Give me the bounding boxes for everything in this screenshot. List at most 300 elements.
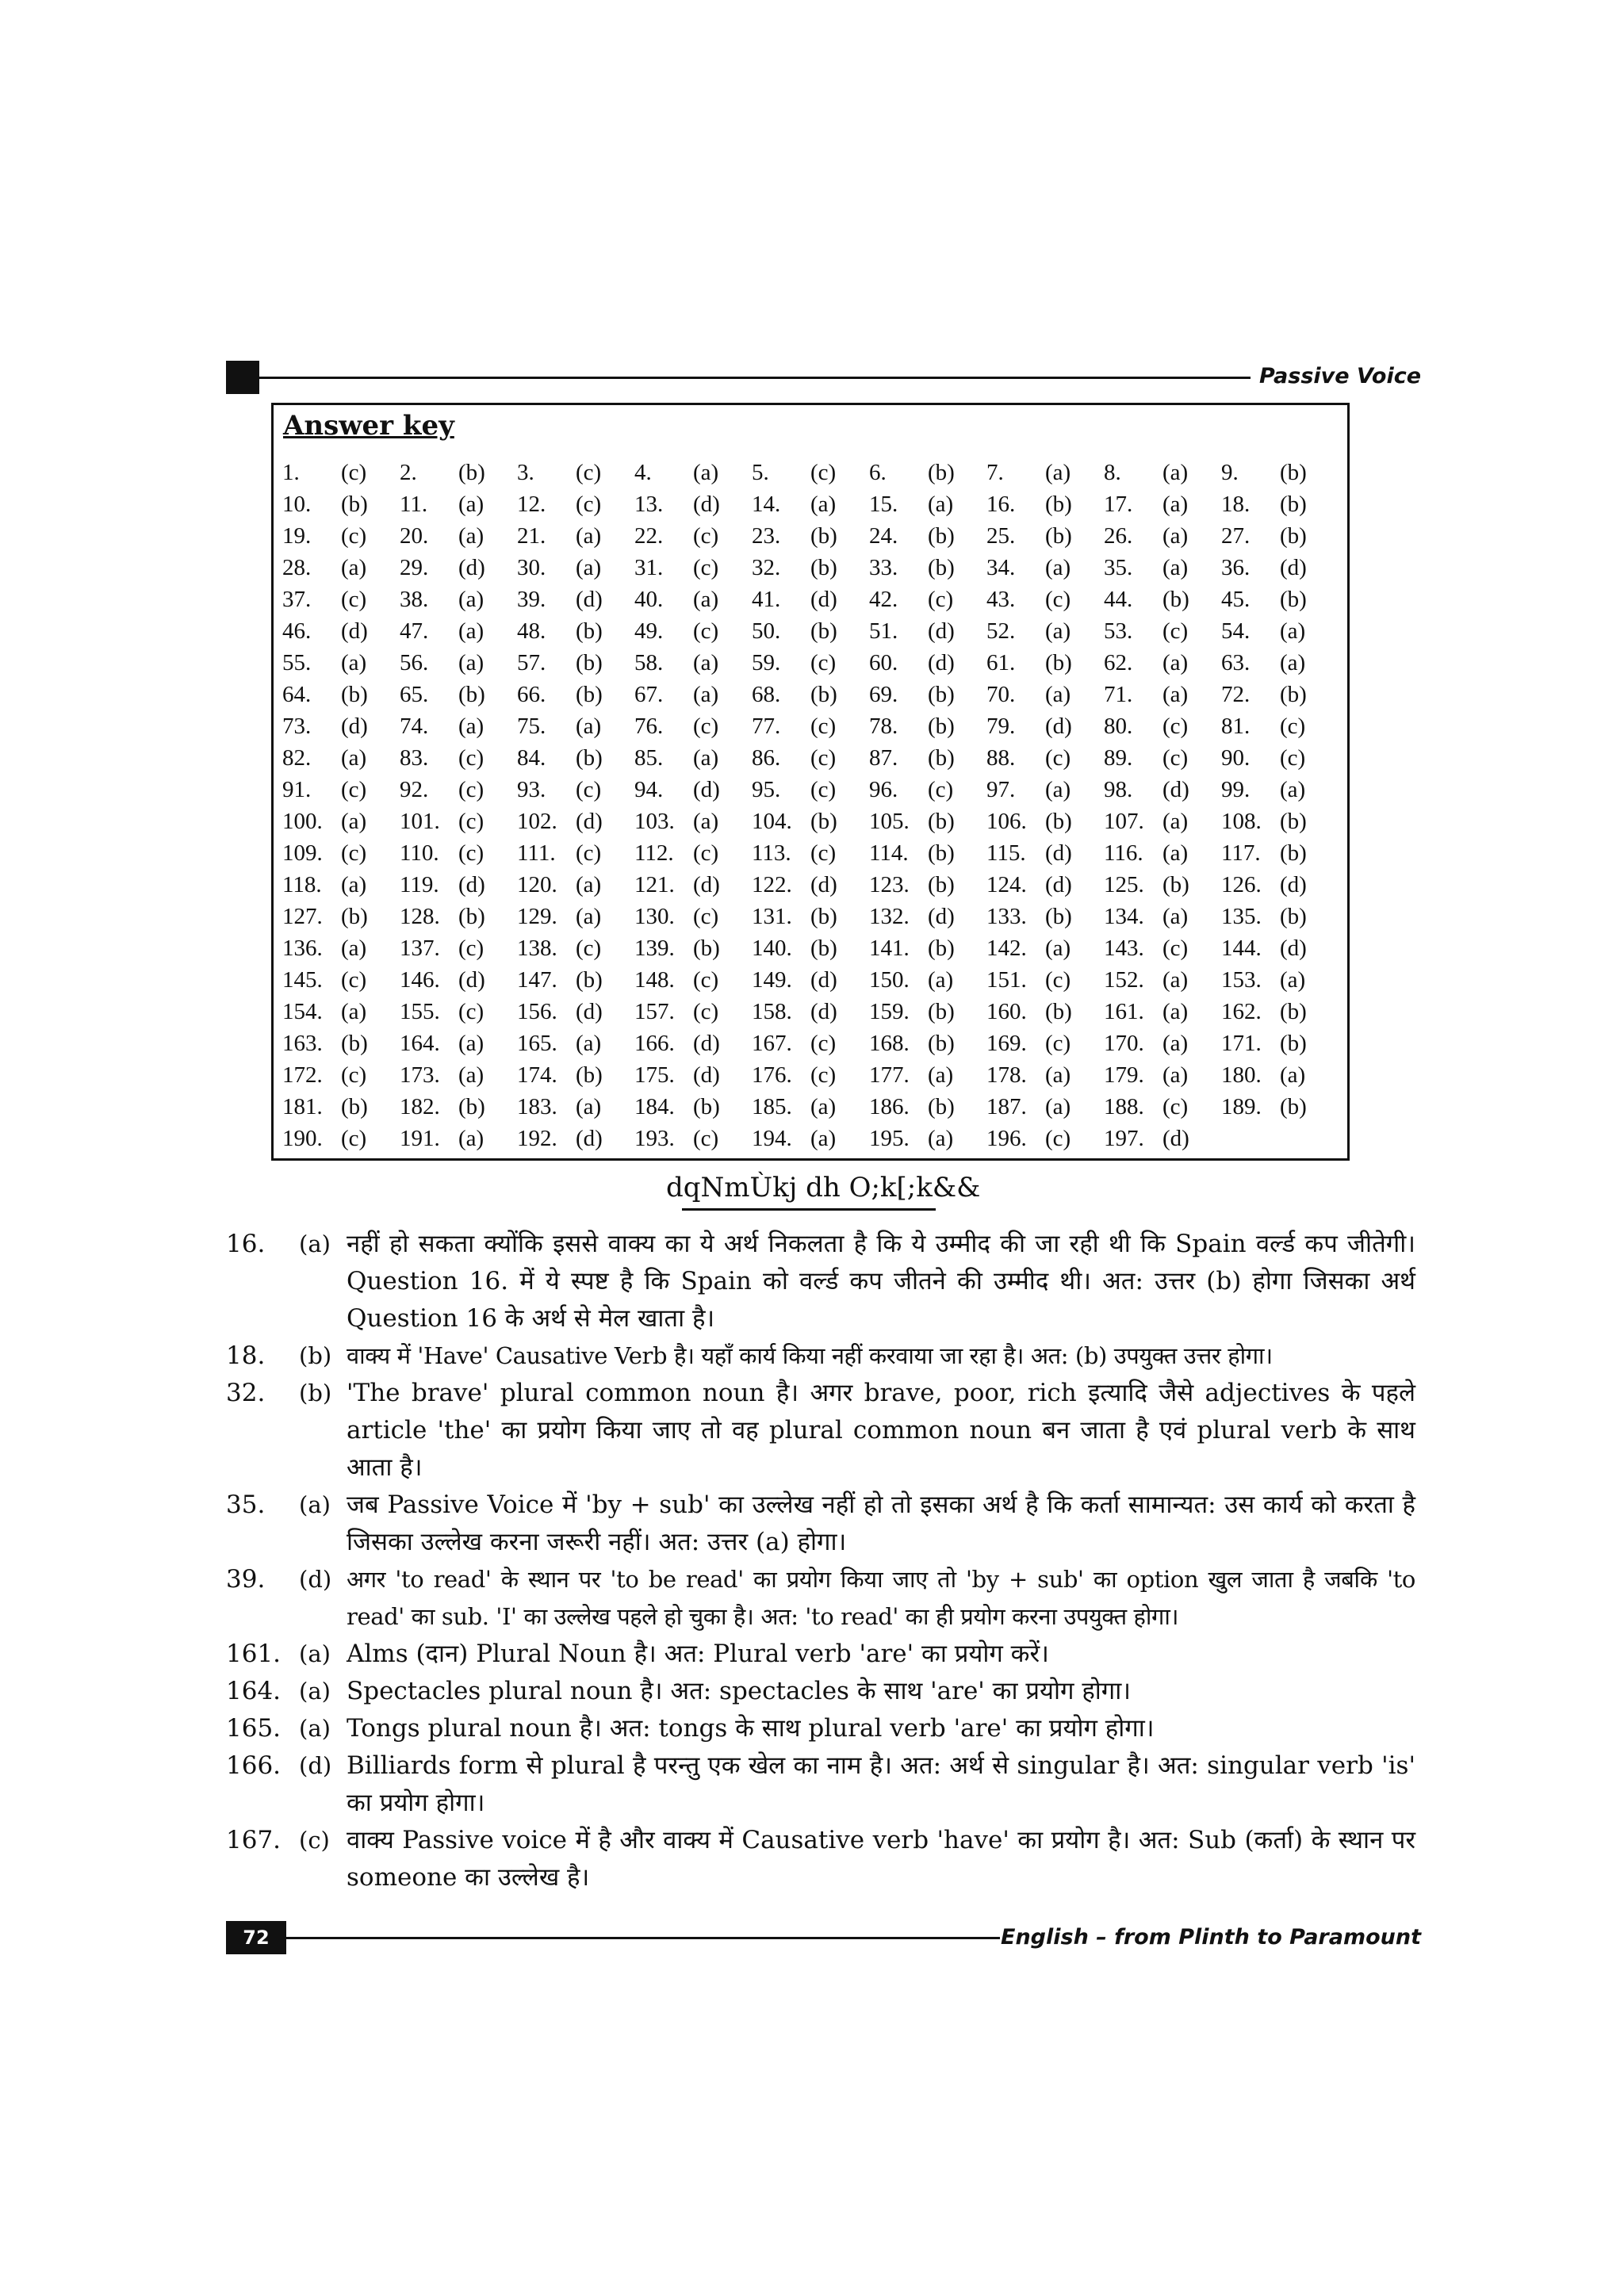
answer-key-row — [282, 996, 1342, 1027]
answer-option: (c) — [693, 904, 719, 929]
answer-key-cell — [986, 1059, 1107, 1091]
explanation-item — [226, 1636, 1415, 1673]
answer-option: (d) — [1162, 1126, 1189, 1151]
answer-key-cell — [400, 647, 520, 679]
question-number: 10. — [282, 492, 312, 517]
answer-option: (b) — [1280, 492, 1307, 517]
answer-key-cell — [752, 742, 872, 774]
answer-key-cell — [634, 488, 755, 520]
answer-option: (a) — [928, 1062, 954, 1088]
question-number: 91. — [282, 777, 312, 802]
question-number: 54. — [1221, 618, 1251, 644]
answer-key-cell — [1221, 679, 1342, 710]
answer-key-cell — [634, 615, 755, 647]
answer-option: (c) — [576, 840, 602, 866]
answer-option: (a) — [576, 555, 602, 580]
answer-key-cell — [400, 1027, 520, 1059]
question-number: 162. — [1221, 999, 1262, 1024]
question-number: 61. — [986, 650, 1016, 675]
answer-option: (a) — [458, 1031, 485, 1056]
answer-option: (c) — [1162, 714, 1189, 739]
answer-option: (b) — [576, 745, 603, 771]
answer-option: (b) — [1280, 523, 1307, 549]
answer-key-cell — [1221, 1059, 1342, 1091]
answer-option: (d) — [458, 555, 485, 580]
question-number: 99. — [1221, 777, 1251, 802]
question-number: 44. — [1104, 587, 1133, 612]
answer-option: (a) — [1162, 904, 1189, 929]
answer-key-cell — [282, 742, 403, 774]
answer-key-row — [282, 869, 1342, 901]
question-number: 121. — [634, 872, 675, 897]
answer-key-cell — [986, 806, 1107, 837]
answer-key-cell — [752, 964, 872, 996]
question-number: 19. — [282, 523, 312, 549]
answer-key-cell — [1221, 1091, 1342, 1123]
answer-key-cell — [869, 1091, 990, 1123]
answer-key-cell — [634, 837, 755, 869]
question-number: 77. — [752, 714, 781, 739]
explanation-item — [226, 1822, 1415, 1896]
answer-key-cell — [1221, 964, 1342, 996]
answer-key-cell — [1221, 584, 1342, 615]
answer-key-row — [282, 837, 1342, 869]
answer-option: (a) — [1162, 555, 1189, 580]
answer-key-cell — [986, 837, 1107, 869]
answer-key-cell — [634, 552, 755, 584]
question-number: 102. — [517, 809, 557, 834]
answer-key-cell — [282, 774, 403, 806]
answer-key-cell — [1104, 615, 1224, 647]
question-number: 55. — [282, 650, 312, 675]
answer-key-cell — [282, 615, 403, 647]
answer-key-cell — [986, 457, 1107, 488]
answer-key-cell — [869, 647, 990, 679]
answer-key-cell — [1221, 1027, 1342, 1059]
answer-option: (a) — [576, 904, 602, 929]
answer-option: (c) — [341, 967, 367, 993]
question-number: 6. — [869, 460, 887, 485]
answer-option: (d) — [1045, 714, 1072, 739]
answer-key-cell — [517, 488, 638, 520]
question-number: 59. — [752, 650, 781, 675]
question-number: 14. — [752, 492, 781, 517]
answer-key-cell — [634, 774, 755, 806]
question-number: 89. — [1104, 745, 1133, 771]
answer-key-cell — [869, 901, 990, 932]
answer-key-row — [282, 1123, 1342, 1154]
answer-option: (b) — [458, 460, 485, 485]
answer-key-cell — [517, 679, 638, 710]
question-number: 5. — [752, 460, 769, 485]
answer-key-cell — [400, 964, 520, 996]
answer-option: (c) — [1280, 745, 1306, 771]
question-number: 48. — [517, 618, 546, 644]
question-number: 163. — [282, 1031, 323, 1056]
chapter-title: Passive Voice — [1259, 364, 1422, 388]
answer-key-cell — [869, 679, 990, 710]
answer-option: (c) — [1280, 714, 1306, 739]
question-number: 127. — [282, 904, 323, 929]
question-number: 79. — [986, 714, 1016, 739]
answer-option: (a) — [341, 872, 367, 897]
explanation-number: 165. — [226, 1714, 282, 1743]
answer-key-cell — [752, 457, 872, 488]
question-number: 82. — [282, 745, 312, 771]
answer-option: (a) — [458, 650, 485, 675]
question-number: 33. — [869, 555, 898, 580]
explanation-item — [226, 1747, 1415, 1822]
answer-key-cell — [400, 1123, 520, 1154]
answer-key-cell — [1104, 488, 1224, 520]
answer-key-cell — [634, 742, 755, 774]
question-number: 2. — [400, 460, 417, 485]
answer-option: (b) — [341, 1094, 368, 1119]
question-number: 135. — [1221, 904, 1262, 929]
answer-key-row — [282, 1059, 1342, 1091]
explanation-number: 39. — [226, 1565, 266, 1594]
question-number: 74. — [400, 714, 429, 739]
answer-option: (d) — [1280, 872, 1307, 897]
answer-key-cell — [517, 774, 638, 806]
answer-key-cell — [634, 1059, 755, 1091]
answer-option: (c) — [928, 587, 954, 612]
answer-option: (b) — [458, 904, 485, 929]
question-number: 170. — [1104, 1031, 1144, 1056]
question-number: 190. — [282, 1126, 323, 1151]
answer-option: (a) — [458, 1126, 485, 1151]
explanation-text: वाक्य में 'Have' Causative Verb है। यहाँ कार्य किया नहीं करवाया जा रहा है। अत: (b) उपयुक्त उत्तर होगा। — [347, 1342, 1273, 1369]
answer-option: (c) — [1162, 745, 1189, 771]
question-number: 195. — [869, 1126, 910, 1151]
answer-key-cell — [282, 837, 403, 869]
answer-option: (d) — [693, 872, 720, 897]
answer-key-cell — [752, 901, 872, 932]
question-number: 143. — [1104, 936, 1144, 961]
answer-key-row — [282, 710, 1342, 742]
answer-key-cell — [752, 1091, 872, 1123]
explanation-option: (a) — [299, 1640, 331, 1667]
answer-key-cell — [634, 1091, 755, 1123]
answer-option: (a) — [928, 967, 954, 993]
answer-key-cell — [752, 710, 872, 742]
answer-option: (b) — [341, 492, 368, 517]
answer-option: (b) — [1045, 809, 1072, 834]
question-number: 185. — [752, 1094, 792, 1119]
question-number: 118. — [282, 872, 322, 897]
answer-option: (b) — [928, 745, 955, 771]
question-number: 176. — [752, 1062, 792, 1088]
answer-option: (a) — [693, 650, 719, 675]
question-number: 181. — [282, 1094, 323, 1119]
explanation-number: 35. — [226, 1490, 266, 1519]
question-number: 27. — [1221, 523, 1251, 549]
question-number: 158. — [752, 999, 792, 1024]
answer-option: (a) — [1280, 777, 1306, 802]
answer-key-cell — [986, 964, 1107, 996]
explanation-item — [226, 1710, 1415, 1747]
answer-key-cell — [986, 488, 1107, 520]
answer-key-cell — [1104, 1059, 1224, 1091]
question-number: 47. — [400, 618, 429, 644]
explanations-heading-underline — [682, 1208, 936, 1211]
question-number: 134. — [1104, 904, 1144, 929]
answer-key-cell — [752, 774, 872, 806]
answer-option: (a) — [576, 523, 602, 549]
answer-key-cell — [1221, 837, 1342, 869]
answer-key-cell — [400, 457, 520, 488]
question-number: 104. — [752, 809, 792, 834]
question-number: 67. — [634, 682, 664, 707]
question-number: 188. — [1104, 1094, 1144, 1119]
answer-key-cell — [1104, 552, 1224, 584]
answer-option: (d) — [810, 587, 837, 612]
answer-option: (b) — [576, 682, 603, 707]
answer-key-cell — [634, 457, 755, 488]
answer-key-cell — [517, 996, 638, 1027]
answer-option: (a) — [1162, 650, 1189, 675]
answer-option: (a) — [1045, 936, 1071, 961]
question-number: 84. — [517, 745, 546, 771]
answer-key-cell — [1104, 901, 1224, 932]
answer-key-cell — [282, 901, 403, 932]
answer-key-cell — [517, 869, 638, 901]
answer-key-cell — [869, 584, 990, 615]
answer-option: (d) — [1280, 936, 1307, 961]
question-number: 141. — [869, 936, 910, 961]
question-number: 191. — [400, 1126, 440, 1151]
question-number: 140. — [752, 936, 792, 961]
answer-key-cell — [517, 552, 638, 584]
question-number: 63. — [1221, 650, 1251, 675]
answer-option: (b) — [458, 682, 485, 707]
explanation-text: Billiards form से plural है परन्तु एक खेल का नाम है। अत: अर्थ से singular है। अत: singular verb 'is' का प्रयोग होगा। — [347, 1751, 1415, 1817]
answer-key-cell — [282, 996, 403, 1027]
answer-key-cell — [752, 1059, 872, 1091]
answer-option: (c) — [810, 840, 837, 866]
answer-key-cell — [1104, 679, 1224, 710]
explanation-number: 32. — [226, 1379, 266, 1407]
answer-key-cell — [1104, 1027, 1224, 1059]
question-number: 126. — [1221, 872, 1262, 897]
answer-option: (b) — [928, 714, 955, 739]
answer-key-cell — [400, 869, 520, 901]
answer-option: (c) — [928, 777, 954, 802]
answer-option: (b) — [576, 650, 603, 675]
answer-key-cell — [1104, 710, 1224, 742]
answer-key-cell — [517, 932, 638, 964]
answer-option: (c) — [576, 492, 602, 517]
answer-option: (a) — [458, 1062, 485, 1088]
answer-option: (d) — [576, 809, 603, 834]
question-number: 157. — [634, 999, 675, 1024]
answer-option: (b) — [928, 1094, 955, 1119]
explanation-number: 164. — [226, 1677, 282, 1705]
explanation-text: Alms (दान) Plural Noun है। अत: Plural verb 'are' का प्रयोग करें। — [347, 1640, 1049, 1668]
answer-key-cell — [1104, 837, 1224, 869]
answer-option: (d) — [693, 1031, 720, 1056]
answer-key-cell — [1104, 996, 1224, 1027]
question-number: 31. — [634, 555, 664, 580]
answer-option: (a) — [341, 936, 367, 961]
answer-option: (b) — [341, 1031, 368, 1056]
answer-option: (c) — [810, 714, 837, 739]
question-number: 25. — [986, 523, 1016, 549]
question-number: 95. — [752, 777, 781, 802]
question-number: 165. — [517, 1031, 557, 1056]
answer-option: (a) — [1045, 460, 1071, 485]
answer-option: (d) — [576, 999, 603, 1024]
question-number: 40. — [634, 587, 664, 612]
answer-option: (c) — [458, 840, 485, 866]
question-number: 22. — [634, 523, 664, 549]
answer-option: (a) — [458, 587, 485, 612]
question-number: 97. — [986, 777, 1016, 802]
answer-option: (b) — [810, 936, 837, 961]
answer-option: (a) — [458, 492, 485, 517]
answer-key-cell — [282, 457, 403, 488]
question-number: 7. — [986, 460, 1004, 485]
question-number: 53. — [1104, 618, 1133, 644]
answer-option: (c) — [693, 523, 719, 549]
answer-key-cell — [986, 869, 1107, 901]
answer-option: (b) — [1045, 650, 1072, 675]
answer-key-cell — [1221, 488, 1342, 520]
answer-key-cell — [986, 1091, 1107, 1123]
answer-key-cell — [1104, 806, 1224, 837]
answer-option: (c) — [341, 587, 367, 612]
question-number: 41. — [752, 587, 781, 612]
answer-option: (a) — [810, 492, 837, 517]
question-number: 149. — [752, 967, 792, 993]
answer-option: (d) — [1045, 872, 1072, 897]
answer-option: (b) — [576, 618, 603, 644]
question-number: 128. — [400, 904, 440, 929]
answer-option: (c) — [458, 999, 485, 1024]
explanation-text: वाक्य Passive voice में है और वाक्य में Causative verb 'have' का प्रयोग है। अत: Sub (कर्ता) के स्थान पर someone का उल्लेख है। — [347, 1826, 1415, 1892]
explanation-option: (d) — [299, 1566, 332, 1593]
question-number: 3. — [517, 460, 534, 485]
question-number: 4. — [634, 460, 652, 485]
question-number: 151. — [986, 967, 1027, 993]
answer-option: (b) — [810, 618, 837, 644]
question-number: 178. — [986, 1062, 1027, 1088]
answer-key-cell — [869, 1123, 990, 1154]
explanation-option: (d) — [299, 1752, 332, 1779]
answer-option: (c) — [810, 460, 837, 485]
answer-option: (a) — [1045, 618, 1071, 644]
answer-key-cell — [1104, 520, 1224, 552]
answer-option: (a) — [576, 872, 602, 897]
answer-option: (a) — [458, 618, 485, 644]
question-number: 192. — [517, 1126, 557, 1151]
answer-option: (a) — [341, 745, 367, 771]
answer-option: (a) — [458, 523, 485, 549]
question-number: 101. — [400, 809, 440, 834]
answer-key-cell — [282, 1091, 403, 1123]
answer-key-row — [282, 584, 1342, 615]
answer-option: (c) — [1045, 1031, 1071, 1056]
answer-key-cell — [517, 710, 638, 742]
answer-key-cell — [752, 679, 872, 710]
question-number: 51. — [869, 618, 898, 644]
answer-option: (c) — [1162, 1094, 1189, 1119]
answer-key-cell — [282, 1123, 403, 1154]
question-number: 139. — [634, 936, 675, 961]
answer-option: (c) — [458, 745, 485, 771]
answer-option: (c) — [810, 1031, 837, 1056]
explanation-item — [226, 1561, 1415, 1636]
answer-option: (b) — [1280, 840, 1307, 866]
answer-key-row — [282, 552, 1342, 584]
question-number: 96. — [869, 777, 898, 802]
answer-option: (d) — [810, 999, 837, 1024]
answer-option: (b) — [1045, 492, 1072, 517]
question-number: 60. — [869, 650, 898, 675]
answer-option: (d) — [1280, 555, 1307, 580]
question-number: 111. — [517, 840, 556, 866]
question-number: 119. — [400, 872, 439, 897]
answer-option: (d) — [1162, 777, 1189, 802]
answer-key-cell — [282, 679, 403, 710]
answer-option: (b) — [1280, 682, 1307, 707]
question-number: 66. — [517, 682, 546, 707]
answer-option: (c) — [1045, 587, 1071, 612]
answer-key-cell — [986, 996, 1107, 1027]
answer-key-cell — [400, 552, 520, 584]
answer-option: (b) — [693, 936, 720, 961]
answer-key-cell — [869, 964, 990, 996]
question-number: 72. — [1221, 682, 1251, 707]
answer-key-cell — [634, 520, 755, 552]
answer-key-cell — [869, 552, 990, 584]
question-number: 186. — [869, 1094, 910, 1119]
answer-option: (b) — [810, 555, 837, 580]
explanation-option: (b) — [299, 1380, 332, 1406]
footer-rule — [286, 1937, 1000, 1939]
answer-option: (b) — [928, 872, 955, 897]
answer-option: (a) — [341, 650, 367, 675]
answer-option: (a) — [1162, 967, 1189, 993]
question-number: 23. — [752, 523, 781, 549]
answer-key-cell — [400, 901, 520, 932]
answer-option: (b) — [1280, 1094, 1307, 1119]
question-number: 148. — [634, 967, 675, 993]
answer-option: (b) — [341, 904, 368, 929]
question-number: 15. — [869, 492, 898, 517]
question-number: 20. — [400, 523, 429, 549]
answer-key-row — [282, 488, 1342, 520]
answer-option: (a) — [693, 809, 719, 834]
question-number: 194. — [752, 1126, 792, 1151]
answer-option: (c) — [693, 555, 719, 580]
explanation-text: अगर 'to read' के स्थान पर 'to be read' का प्रयोग किया जाए तो 'by + sub' का option खुल जाता है जबकि 'to read' का sub. 'I' का उल्लेख पहले हो चुका है। अत: 'to read' का ही प्रयोग करना उपयुक्त होगा। — [347, 1566, 1415, 1630]
answer-key-cell — [400, 837, 520, 869]
question-number: 8. — [1104, 460, 1121, 485]
answer-key-cell — [752, 996, 872, 1027]
question-number: 174. — [517, 1062, 557, 1088]
answer-option: (a) — [576, 1031, 602, 1056]
question-number: 69. — [869, 682, 898, 707]
answer-key-row — [282, 742, 1342, 774]
answer-option: (b) — [1280, 460, 1307, 485]
explanation-item — [226, 1487, 1415, 1561]
question-number: 57. — [517, 650, 546, 675]
answer-option: (d) — [693, 1062, 720, 1088]
answer-option: (a) — [693, 682, 719, 707]
answer-key-cell — [1104, 1123, 1224, 1154]
explanation-option: (c) — [299, 1827, 330, 1854]
